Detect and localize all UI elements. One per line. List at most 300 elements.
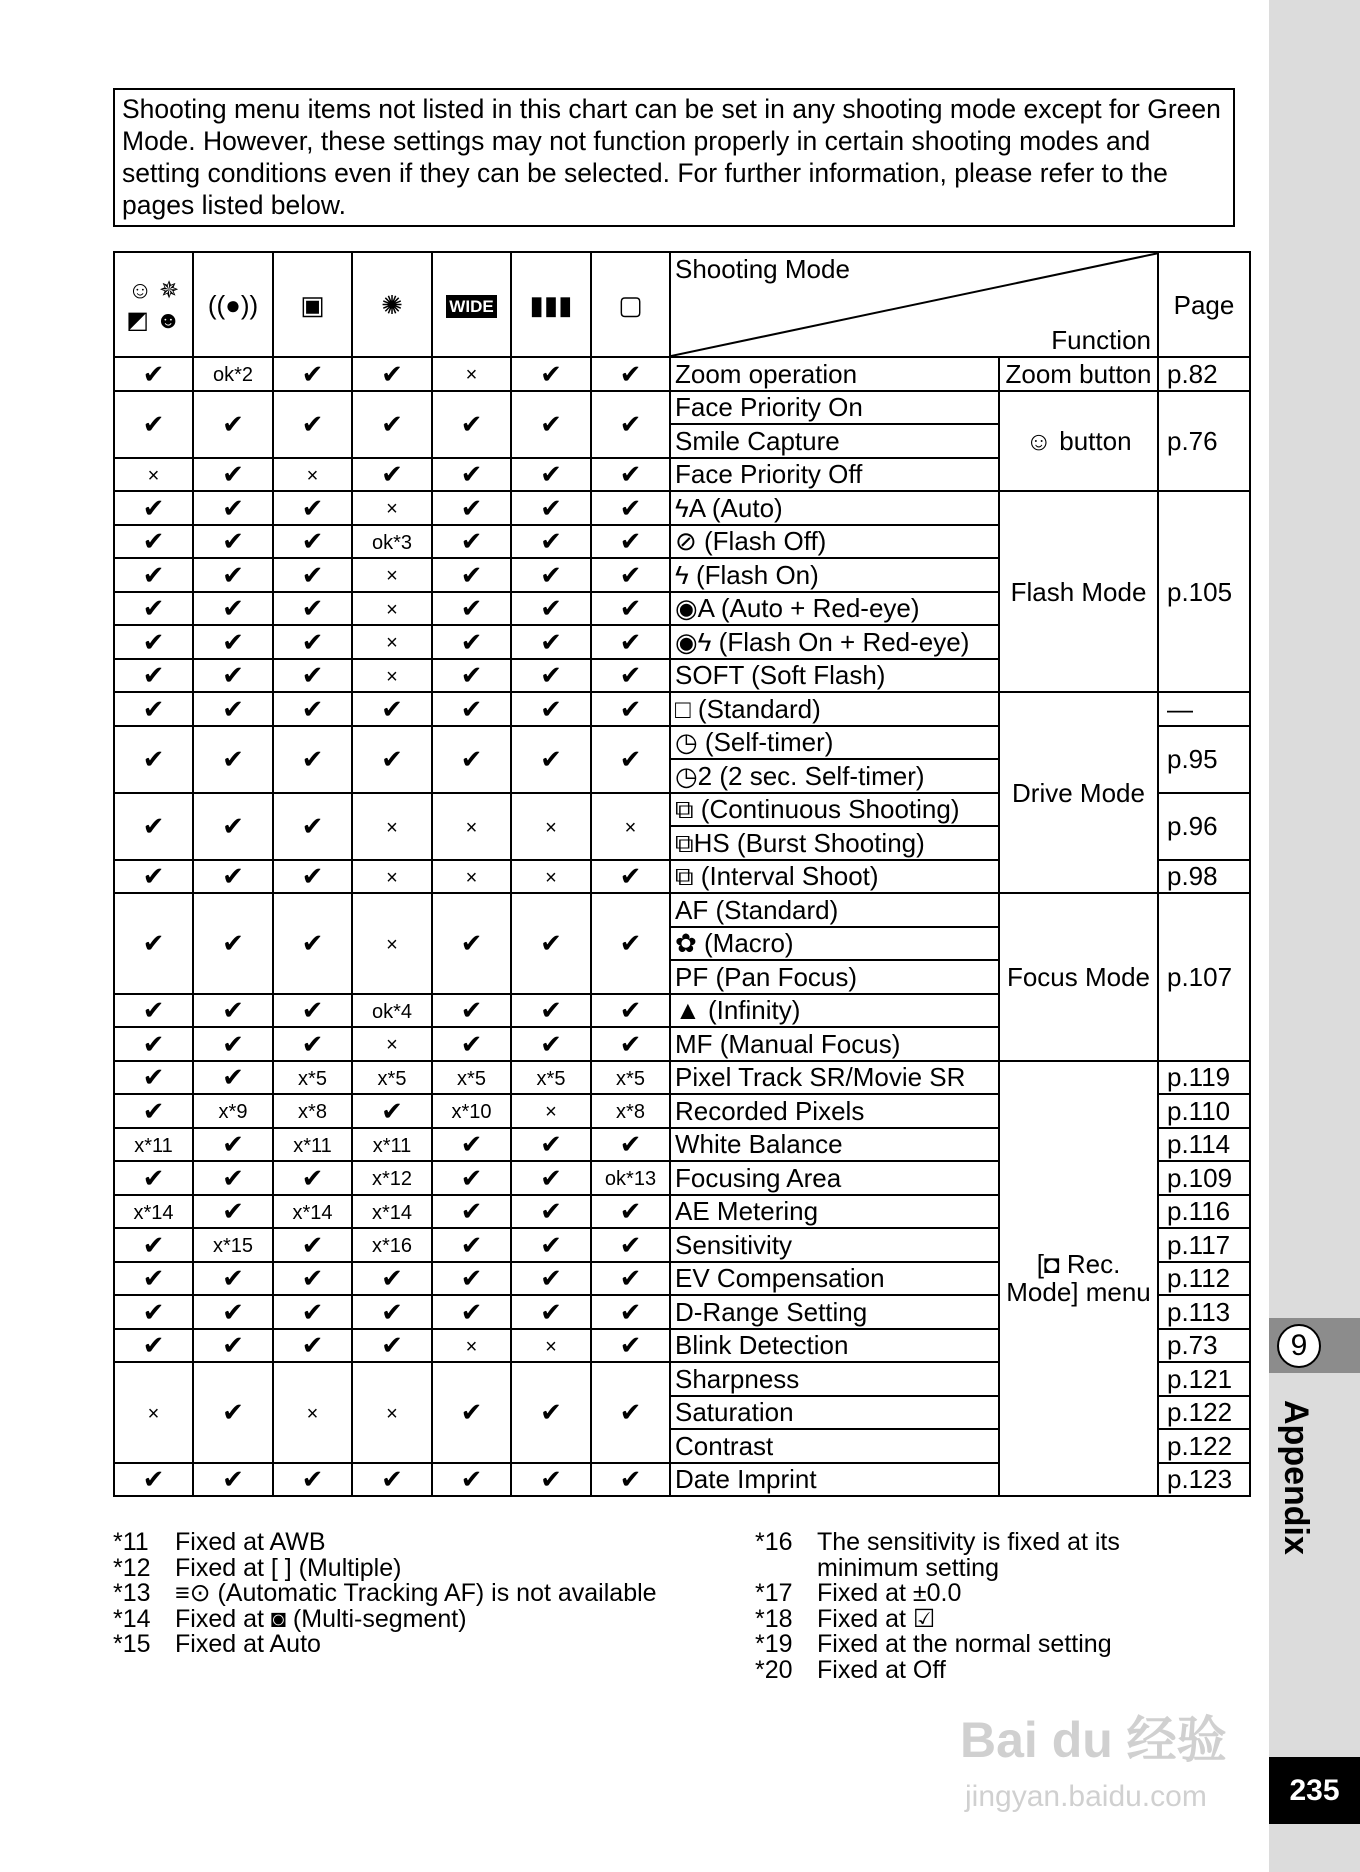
cross-icon: × bbox=[386, 933, 398, 956]
check-icon: ✔ bbox=[142, 995, 165, 1026]
footnote-key: *16 bbox=[755, 1528, 793, 1556]
mode-cell bbox=[511, 1295, 591, 1329]
check-icon: ✔ bbox=[142, 1464, 165, 1495]
mode-cell bbox=[511, 726, 591, 793]
mode-cell bbox=[591, 592, 670, 626]
page-ref[interactable]: p.116 bbox=[1158, 1195, 1250, 1229]
mode-cell bbox=[591, 1027, 670, 1061]
cross-icon: × bbox=[465, 364, 478, 387]
check-icon: ✔ bbox=[222, 693, 244, 724]
footnote-key: *18 bbox=[755, 1604, 793, 1633]
mode-cell bbox=[432, 860, 511, 894]
function-name: MF (Manual Focus) bbox=[670, 1027, 999, 1061]
mode-cell bbox=[273, 1128, 352, 1162]
cross-icon: × bbox=[306, 1402, 319, 1425]
check-icon: ✔ bbox=[619, 1263, 642, 1294]
page-ref[interactable]: p.121 bbox=[1158, 1362, 1250, 1396]
mode-cell bbox=[591, 726, 670, 793]
function-group: Flash Mode bbox=[999, 491, 1158, 692]
check-icon: ✔ bbox=[540, 1162, 562, 1193]
page-ref[interactable]: — bbox=[1158, 692, 1250, 726]
mode-cell bbox=[432, 793, 511, 860]
check-icon: ✔ bbox=[381, 358, 403, 389]
mode-cell bbox=[432, 1262, 511, 1296]
mode-cell bbox=[273, 1161, 352, 1195]
cross-with-footnote: x*15 bbox=[212, 1235, 254, 1258]
check-icon: ✔ bbox=[540, 559, 562, 590]
mode-cell bbox=[114, 1094, 193, 1128]
check-icon: ✔ bbox=[301, 593, 324, 624]
page-ref[interactable]: p.105 bbox=[1158, 491, 1250, 692]
check-icon: ✔ bbox=[619, 995, 642, 1026]
portrait-kids-night-beauty-icon: ☺ ✵ ◩ ☻ bbox=[126, 276, 181, 334]
check-icon: ✔ bbox=[142, 1062, 165, 1093]
check-icon: ✔ bbox=[381, 1330, 403, 1361]
mode-cell bbox=[193, 1463, 273, 1497]
function-name: PF (Pan Focus) bbox=[670, 960, 999, 994]
mode-cell bbox=[432, 625, 511, 659]
footnote-key: *17 bbox=[755, 1579, 793, 1607]
header-function-cell bbox=[670, 252, 1158, 357]
check-icon: ✔ bbox=[222, 409, 244, 439]
page-ref[interactable]: p.96 bbox=[1158, 793, 1250, 860]
page-ref[interactable]: p.98 bbox=[1158, 860, 1250, 894]
mode-cell bbox=[511, 625, 591, 659]
mode-cell bbox=[193, 491, 273, 525]
mode-cell bbox=[352, 1195, 432, 1229]
mode-cell bbox=[352, 692, 432, 726]
check-icon: ✔ bbox=[619, 1397, 642, 1428]
check-icon: ✔ bbox=[222, 1464, 244, 1495]
page-ref[interactable]: p.110 bbox=[1158, 1094, 1250, 1128]
mode-cell bbox=[432, 1161, 511, 1195]
mode-cell bbox=[193, 860, 273, 894]
mode-cell bbox=[591, 1195, 670, 1229]
mode-cell bbox=[511, 1061, 591, 1095]
check-icon: ✔ bbox=[142, 1296, 165, 1327]
check-icon: ✔ bbox=[301, 1229, 324, 1260]
check-icon: ✔ bbox=[540, 626, 562, 657]
check-icon: ✔ bbox=[301, 559, 324, 590]
mode-cell bbox=[114, 592, 193, 626]
chapter-tab[interactable] bbox=[1269, 1318, 1360, 1373]
mode-cell bbox=[511, 893, 591, 994]
check-icon: ✔ bbox=[301, 928, 324, 959]
mode-cell bbox=[273, 1295, 352, 1329]
cross-icon: × bbox=[386, 632, 398, 655]
check-icon: ✔ bbox=[460, 1263, 483, 1294]
check-icon: ✔ bbox=[381, 1464, 403, 1495]
check-icon: ✔ bbox=[381, 409, 403, 439]
watermark-logo: Bai du 经验 bbox=[960, 1712, 1227, 1768]
mode-cell bbox=[352, 1295, 432, 1329]
check-icon: ✔ bbox=[619, 928, 642, 959]
footnote-text: Fixed at ±0.0 bbox=[817, 1579, 962, 1607]
panorama-icon: ▮▮▮ bbox=[529, 289, 573, 320]
mode-cell bbox=[432, 1228, 511, 1262]
cross-with-footnote: x*11 bbox=[293, 1134, 332, 1157]
cross-with-footnote: x*14 bbox=[133, 1201, 174, 1224]
function-name: Smile Capture bbox=[670, 424, 999, 458]
check-icon: ✔ bbox=[222, 1129, 244, 1160]
check-icon: ✔ bbox=[619, 1229, 642, 1260]
footnote-text: Fixed at [ ] (Multiple) bbox=[175, 1553, 402, 1582]
page-ref[interactable]: p.119 bbox=[1158, 1061, 1250, 1095]
function-name: Face Priority On bbox=[670, 391, 999, 425]
page-ref[interactable]: p.73 bbox=[1158, 1329, 1250, 1363]
check-icon: ✔ bbox=[142, 409, 165, 439]
check-icon: ✔ bbox=[460, 1129, 483, 1160]
check-icon: ✔ bbox=[142, 811, 165, 841]
cross-icon: × bbox=[465, 866, 478, 889]
mode-header-1 bbox=[193, 252, 273, 357]
cross-with-footnote: x*9 bbox=[218, 1101, 248, 1124]
cross-icon: × bbox=[386, 598, 398, 621]
check-icon: ✔ bbox=[222, 492, 244, 523]
side-strip bbox=[1269, 0, 1360, 1872]
mode-cell bbox=[114, 793, 193, 860]
check-icon: ✔ bbox=[301, 358, 324, 389]
intro-note: Shooting menu items not listed in this chart can be set in any shooting mode except for Green Mode. However, these settings may not function properly in certain shooting modes and setting conditions even if they can be selected. For further information, please refer to the pages listed below. bbox=[113, 88, 1235, 227]
check-icon: ✔ bbox=[301, 409, 324, 439]
table-row bbox=[114, 692, 1250, 726]
mode-header-2 bbox=[273, 252, 352, 357]
check-icon: ✔ bbox=[619, 744, 642, 774]
mode-cell bbox=[432, 491, 511, 525]
check-icon: ✔ bbox=[222, 1263, 244, 1294]
mode-cell bbox=[352, 1463, 432, 1497]
mode-cell bbox=[511, 525, 591, 559]
check-icon: ✔ bbox=[142, 693, 165, 724]
check-icon: ✔ bbox=[619, 409, 642, 439]
cross-icon: × bbox=[147, 464, 160, 487]
page-ref[interactable]: p.112 bbox=[1158, 1262, 1250, 1296]
mode-cell bbox=[273, 893, 352, 994]
mode-cell bbox=[591, 793, 670, 860]
check-icon: ✔ bbox=[301, 492, 324, 523]
check-icon: ✔ bbox=[460, 626, 483, 657]
function-name: ⧉HS (Burst Shooting) bbox=[670, 826, 999, 860]
table-row bbox=[114, 893, 1250, 927]
check-icon: ✔ bbox=[222, 1330, 244, 1361]
mode-cell bbox=[432, 1061, 511, 1095]
page-ref[interactable]: p.109 bbox=[1158, 1161, 1250, 1195]
fireworks-icon: ✺ bbox=[381, 289, 403, 320]
cross-with-footnote: x*5 bbox=[536, 1067, 566, 1090]
check-icon: ✔ bbox=[460, 1028, 483, 1059]
check-icon: ✔ bbox=[142, 1330, 165, 1361]
footnote bbox=[113, 1581, 657, 1607]
mode-cell bbox=[352, 458, 432, 492]
frame-composite-icon: ▣ bbox=[300, 289, 325, 320]
check-icon: ✔ bbox=[460, 1162, 483, 1193]
mode-cell bbox=[114, 1362, 193, 1463]
check-icon: ✔ bbox=[222, 995, 244, 1026]
mode-cell bbox=[352, 1027, 432, 1061]
check-icon: ✔ bbox=[142, 626, 165, 657]
mode-cell bbox=[114, 1295, 193, 1329]
mode-cell bbox=[273, 994, 352, 1028]
mode-cell bbox=[591, 458, 670, 492]
function-name: Face Priority Off bbox=[670, 458, 999, 492]
page-ref[interactable]: p.95 bbox=[1158, 726, 1250, 793]
mode-cell bbox=[193, 1128, 273, 1162]
mode-cell bbox=[511, 692, 591, 726]
cross-with-footnote: x*5 bbox=[298, 1067, 327, 1090]
mode-cell bbox=[432, 1195, 511, 1229]
check-icon: ✔ bbox=[142, 358, 165, 389]
mode-cell bbox=[114, 391, 193, 458]
check-icon: ✔ bbox=[619, 593, 642, 624]
chapter-number: 9 bbox=[1277, 1324, 1321, 1368]
mode-cell bbox=[193, 659, 273, 693]
footnote-key: *20 bbox=[755, 1655, 793, 1684]
mode-cell bbox=[193, 692, 273, 726]
check-icon: ✔ bbox=[381, 459, 403, 490]
digital-sr-icon: ((●)) bbox=[207, 289, 259, 320]
shooting-mode-function-table bbox=[113, 251, 1251, 1497]
check-icon: ✔ bbox=[301, 995, 324, 1026]
mode-cell bbox=[432, 1329, 511, 1363]
function-name: ◉ϟ (Flash On + Red-eye) bbox=[670, 625, 999, 659]
mode-cell bbox=[352, 893, 432, 994]
mode-cell bbox=[273, 1329, 352, 1363]
footnote-key: *11 bbox=[113, 1528, 149, 1556]
mode-cell bbox=[273, 1463, 352, 1497]
function-name: ⊘ (Flash Off) bbox=[670, 525, 999, 559]
cross-with-footnote: x*8 bbox=[616, 1101, 645, 1124]
cross-icon: × bbox=[465, 1335, 478, 1358]
page-ref[interactable]: p.122 bbox=[1158, 1396, 1250, 1430]
mode-cell bbox=[432, 592, 511, 626]
check-icon: ✔ bbox=[460, 1196, 483, 1227]
function-group: [◘ Rec. Mode] menu bbox=[999, 1061, 1158, 1497]
mode-cell bbox=[273, 491, 352, 525]
cross-icon: × bbox=[545, 866, 557, 889]
mode-cell bbox=[114, 525, 193, 559]
mode-cell bbox=[432, 391, 511, 458]
mode-cell bbox=[273, 1027, 352, 1061]
page-ref[interactable]: p.107 bbox=[1158, 893, 1250, 1061]
mode-cell bbox=[591, 1463, 670, 1497]
check-with-footnote: ok*2 bbox=[212, 364, 254, 387]
mode-cell bbox=[511, 391, 591, 458]
mode-cell bbox=[352, 1061, 432, 1095]
page-ref[interactable]: p.76 bbox=[1158, 391, 1250, 492]
mode-cell bbox=[511, 458, 591, 492]
check-icon: ✔ bbox=[619, 660, 642, 691]
cross-with-footnote: x*5 bbox=[616, 1067, 645, 1090]
check-icon: ✔ bbox=[540, 1263, 562, 1294]
check-icon: ✔ bbox=[301, 1028, 324, 1059]
footnote bbox=[113, 1553, 657, 1582]
check-icon: ✔ bbox=[540, 995, 562, 1026]
check-icon: ✔ bbox=[222, 811, 244, 841]
check-icon: ✔ bbox=[142, 559, 165, 590]
footnote bbox=[755, 1655, 1175, 1684]
footnote bbox=[755, 1604, 1175, 1633]
check-icon: ✔ bbox=[540, 1296, 562, 1327]
check-icon: ✔ bbox=[222, 1397, 244, 1428]
mode-cell bbox=[273, 458, 352, 492]
function-name: ϟ (Flash On) bbox=[670, 558, 999, 592]
mode-cell bbox=[591, 357, 670, 391]
shooting-mode-label: Shooting Mode bbox=[675, 254, 850, 284]
mode-cell bbox=[193, 793, 273, 860]
page-number: 235 bbox=[1269, 1757, 1360, 1824]
cross-icon: × bbox=[386, 498, 398, 521]
cross-with-footnote: x*11 bbox=[372, 1134, 412, 1157]
check-icon: ✔ bbox=[540, 409, 562, 439]
function-group: Focus Mode bbox=[999, 893, 1158, 1061]
mode-cell bbox=[432, 1362, 511, 1463]
footnote bbox=[113, 1604, 657, 1633]
mode-cell bbox=[114, 1195, 193, 1229]
check-icon: ✔ bbox=[460, 1397, 483, 1428]
function-name: Saturation bbox=[670, 1396, 999, 1430]
function-name: ◉A (Auto + Red-eye) bbox=[670, 592, 999, 626]
mode-header-3 bbox=[352, 252, 432, 357]
mode-cell bbox=[273, 793, 352, 860]
cross-icon: × bbox=[624, 816, 637, 839]
mode-cell bbox=[591, 1128, 670, 1162]
mode-cell bbox=[511, 1027, 591, 1061]
mode-cell bbox=[511, 1094, 591, 1128]
mode-cell bbox=[273, 659, 352, 693]
cross-icon: × bbox=[147, 1402, 160, 1425]
mode-cell bbox=[273, 1362, 352, 1463]
cross-with-footnote: x*10 bbox=[451, 1101, 492, 1124]
mode-cell bbox=[511, 793, 591, 860]
function-name: White Balance bbox=[670, 1128, 999, 1162]
mode-cell bbox=[114, 1061, 193, 1095]
mode-cell bbox=[591, 1329, 670, 1363]
check-icon: ✔ bbox=[460, 492, 483, 523]
check-icon: ✔ bbox=[142, 744, 165, 774]
frame-icon: ▢ bbox=[618, 289, 643, 320]
page-ref[interactable]: p.123 bbox=[1158, 1463, 1250, 1497]
cross-icon: × bbox=[386, 816, 398, 839]
check-icon: ✔ bbox=[460, 660, 483, 691]
check-icon: ✔ bbox=[222, 744, 244, 774]
mode-cell bbox=[193, 625, 273, 659]
mode-cell bbox=[591, 1228, 670, 1262]
check-icon: ✔ bbox=[301, 626, 324, 657]
mode-cell bbox=[432, 1463, 511, 1497]
cross-with-footnote: x*16 bbox=[371, 1235, 413, 1258]
mode-header-5 bbox=[511, 252, 591, 357]
mode-header-4 bbox=[432, 252, 511, 357]
footnote-key: *15 bbox=[113, 1630, 151, 1658]
function-name: Sharpness bbox=[670, 1362, 999, 1396]
section-title: Appendix bbox=[1277, 1400, 1315, 1555]
check-icon: ✔ bbox=[381, 693, 403, 724]
page-ref[interactable]: p.114 bbox=[1158, 1128, 1250, 1162]
mode-cell bbox=[352, 558, 432, 592]
cross-icon: × bbox=[386, 1034, 398, 1057]
check-with-footnote: ok*4 bbox=[371, 1000, 413, 1023]
function-name: AE Metering bbox=[670, 1195, 999, 1229]
check-icon: ✔ bbox=[540, 1464, 562, 1495]
mode-cell bbox=[114, 1228, 193, 1262]
page-ref[interactable]: p.117 bbox=[1158, 1228, 1250, 1262]
check-icon: ✔ bbox=[301, 1330, 324, 1361]
mode-cell bbox=[114, 893, 193, 994]
check-icon: ✔ bbox=[301, 1296, 324, 1327]
check-icon: ✔ bbox=[540, 928, 562, 959]
cross-icon: × bbox=[545, 1101, 557, 1124]
page-ref[interactable]: p.113 bbox=[1158, 1295, 1250, 1329]
footnote bbox=[113, 1530, 657, 1556]
mode-cell bbox=[591, 1094, 670, 1128]
mode-cell bbox=[193, 1295, 273, 1329]
mode-cell bbox=[273, 692, 352, 726]
check-icon: ✔ bbox=[619, 1028, 642, 1059]
mode-header-0 bbox=[114, 252, 193, 357]
check-icon: ✔ bbox=[619, 861, 642, 892]
page-header: Page bbox=[1158, 252, 1250, 357]
check-icon: ✔ bbox=[540, 526, 562, 557]
mode-cell bbox=[193, 1262, 273, 1296]
mode-cell bbox=[352, 1128, 432, 1162]
mode-cell bbox=[114, 1463, 193, 1497]
mode-cell bbox=[114, 1329, 193, 1363]
mode-cell bbox=[193, 1061, 273, 1095]
function-name: D-Range Setting bbox=[670, 1295, 999, 1329]
check-icon: ✔ bbox=[540, 1028, 562, 1059]
mode-cell bbox=[114, 659, 193, 693]
mode-cell bbox=[273, 1228, 352, 1262]
cross-with-footnote: x*14 bbox=[292, 1201, 333, 1224]
check-icon: ✔ bbox=[540, 593, 562, 624]
cross-icon: × bbox=[545, 1335, 557, 1358]
mode-cell bbox=[511, 1463, 591, 1497]
mode-cell bbox=[193, 558, 273, 592]
mode-cell bbox=[591, 525, 670, 559]
page-ref[interactable]: p.122 bbox=[1158, 1429, 1250, 1463]
mode-cell bbox=[193, 391, 273, 458]
mode-cell bbox=[114, 558, 193, 592]
cross-with-footnote: x*14 bbox=[371, 1201, 413, 1224]
check-icon: ✔ bbox=[540, 459, 562, 490]
mode-cell bbox=[352, 491, 432, 525]
page-ref[interactable]: p.82 bbox=[1158, 357, 1250, 391]
mode-cell bbox=[114, 692, 193, 726]
check-icon: ✔ bbox=[619, 1129, 642, 1160]
check-icon: ✔ bbox=[222, 459, 244, 490]
check-with-footnote: ok*13 bbox=[604, 1168, 657, 1191]
function-label: Function bbox=[1051, 325, 1151, 355]
function-group: Drive Mode bbox=[999, 692, 1158, 893]
mode-cell bbox=[273, 726, 352, 793]
mode-cell bbox=[511, 659, 591, 693]
check-icon: ✔ bbox=[460, 459, 483, 490]
check-icon: ✔ bbox=[540, 492, 562, 523]
footnote-text: Fixed at ☑ bbox=[817, 1604, 936, 1633]
footnote bbox=[113, 1632, 657, 1658]
mode-cell bbox=[193, 1027, 273, 1061]
mode-cell bbox=[511, 1195, 591, 1229]
function-name: ✿ (Macro) bbox=[670, 927, 999, 961]
check-icon: ✔ bbox=[460, 526, 483, 557]
mode-cell bbox=[352, 391, 432, 458]
check-icon: ✔ bbox=[222, 1296, 244, 1327]
check-icon: ✔ bbox=[619, 1296, 642, 1327]
mode-cell bbox=[591, 1262, 670, 1296]
mode-cell bbox=[591, 1295, 670, 1329]
check-icon: ✔ bbox=[142, 526, 165, 557]
function-name: Blink Detection bbox=[670, 1329, 999, 1363]
